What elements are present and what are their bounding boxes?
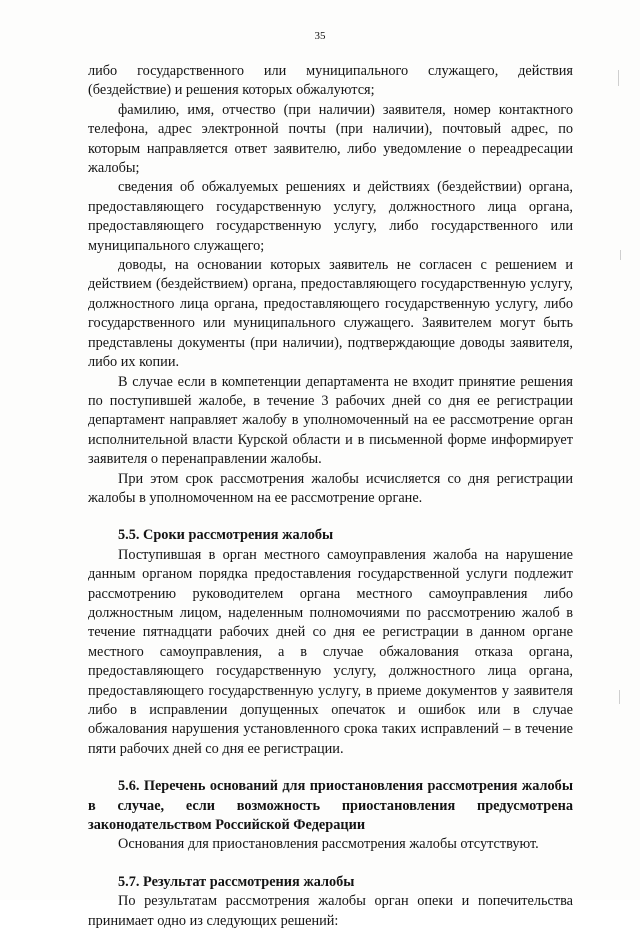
- scan-artifact: [619, 690, 620, 704]
- scan-artifact: [620, 250, 621, 260]
- scan-artifact: [618, 70, 619, 86]
- section-text-5-7: По результатам рассмотрения жалобы орган опеки и попечительства принимает одно из следующих решений:: [88, 893, 573, 929]
- section-text-5-6: Основания для приостановления рассмотрения жалобы отсутствуют.: [118, 836, 539, 853]
- paragraph: доводы, на основании которых заявитель не согласен с решением и действием (бездействием) органа, предоставляющего государственную услугу, должностного лица органа, предоставляющего государственную услугу, либо государственного или муниципального служащего. Заявителем могут быть представлены документы (при наличии), подтверждающие доводы заявителя, либо их копии.: [88, 257, 573, 371]
- paragraph: В случае если в компетенции департамента не входит принятие решения по поступившей жалобе, в течение 3 рабочих дней со дня ее регистрации департамент направляет жалобу в уполномоченный на ее рассмотрение орган исполнительной власти Курской области и в письменной форме информирует заявителя о перенаправлении жалобы.: [88, 373, 573, 468]
- section-heading-5-7: 5.7. Результат рассмотрения жалобы: [118, 873, 355, 890]
- section-heading-5-6: 5.6. Перечень оснований для приостановления рассмотрения жалобы в случае, если возможность приостановления предусмотрена законодательством Российской Федерации: [88, 778, 573, 834]
- paragraph: сведения об обжалуемых решениях и действиях (бездействии) органа, предоставляющего государственную услугу, должностного лица органа, предоставляющего государственную услугу, либо государственного или муниципального служащего;: [88, 179, 573, 254]
- document-body: [88, 62, 573, 931]
- page-number: 35: [314, 30, 326, 42]
- paragraph: либо государственного или муниципального служащего, действия (бездействие) и решения которых обжалуются;: [88, 63, 573, 99]
- section-heading-5-5: 5.5. Сроки рассмотрения жалобы: [118, 527, 334, 544]
- paragraph: При этом срок рассмотрения жалобы исчисляется со дня регистрации жалобы в уполномоченном на ее рассмотрение органе.: [88, 470, 573, 506]
- paragraph: фамилию, имя, отчество (при наличии) заявителя, номер контактного телефона, адрес электронной почты (при наличии), почтовый адрес, по которым направляется ответ заявителю, либо уведомление о переадресации жалобы;: [88, 101, 573, 177]
- section-text-5-5: Поступившая в орган местного самоуправления жалоба на нарушение данным органом порядка предоставления государственной услуги подлежит рассмотрению руководителем органа местного самоуправления либо должностным лицом, наделенным полномочиями по рассмотрению жалоб в течение пятнадцати рабочих дней со дня ее регистрации в данном органе местного самоуправления, а в случае обжалования отказа органа, предоставляющего государственную услугу, должностного лица органа, предоставляющего государственную услугу, в приеме документов у заявителя либо в исправлении допущенных опечаток и ошибок или в случае обжалования нарушения установленного срока таких исправлений – в течение пяти рабочих дней со дня ее регистрации.: [88, 546, 573, 757]
